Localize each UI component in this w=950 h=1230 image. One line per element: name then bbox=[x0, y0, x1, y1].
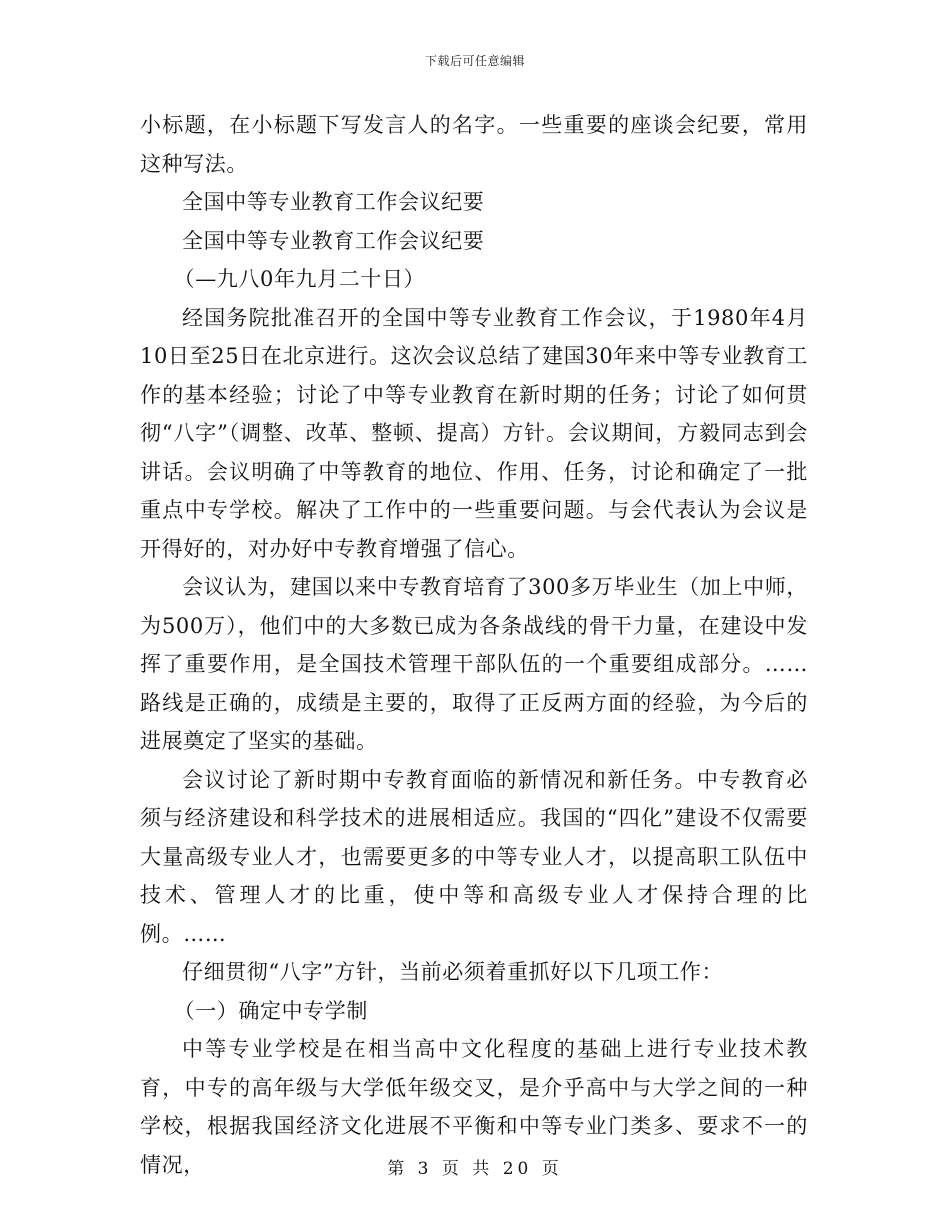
paragraph: 全国中等专业教育工作会议纪要 bbox=[182, 190, 485, 214]
paragraph: 仔细贯彻“八字”方针，当前必须着重抓好以下几项工作： bbox=[182, 960, 724, 984]
paragraph: （一）确定中专学制 bbox=[173, 998, 368, 1023]
document-body bbox=[140, 106, 808, 1184]
page-header: 下载后可任意编辑 bbox=[424, 54, 525, 68]
paragraph: 小标题，在小标题下写发言人的名字。一些重要的座谈会纪要，常用这种写法。 bbox=[140, 113, 808, 176]
page-footer: 第 3 页 共 20 页 bbox=[387, 1159, 563, 1179]
paragraph: 中等专业学校是在相当高中文化程度的基础上进行专业技术教育，中专的高年级与大学低年级交叉，是介乎高中与大学之间的一种学校，根据我国经济文化进展不平衡和中等专业门类多、要求不一的情况， bbox=[140, 1037, 808, 1177]
paragraph: 会议讨论了新时期中专教育面临的新情况和新任务。中专教育必须与经济建设和科学技术的进展相适应。我国的“四化”建设不仅需要大量高级专业人才，也需要更多的中等专业人才，以提高职工队伍中技术、管理人才的比重，使中等和高级专业人才保持合理的比例。…… bbox=[140, 767, 808, 946]
paragraph: 经国务院批准召开的全国中等专业教育工作会议，于1980年4月10日至25日在北京进行。这次会议总结了建国30年来中等专业教育工作的基本经验；讨论了中等专业教育在新时期的任务；讨论了如何贯彻“八字”（调整、改革、整顿、提高）方针。会议期间，方毅同志到会讲话。会议明确了中等教育的地位、作用、任务，讨论和确定了一批重点中专学校。解决了工作中的一些重要问题。与会代表认为会议是开得好的，对办好中专教育增强了信心。 bbox=[140, 305, 808, 561]
paragraph: 会议认为，建国以来中专教育培育了300多万毕业生（加上中师，为500万），他们中的大多数已成为各条战线的骨干力量，在建设中发挥了重要作用，是全国技术管理干部队伍的一个重要组成部分。……路线是正确的，成绩是主要的，取得了正反两方面的经验，为今后的进展奠定了坚实的基础。 bbox=[140, 575, 808, 753]
paragraph: （—九八0年九月二十日） bbox=[173, 267, 426, 291]
paragraph: 全国中等专业教育工作会议纪要 bbox=[182, 228, 485, 253]
